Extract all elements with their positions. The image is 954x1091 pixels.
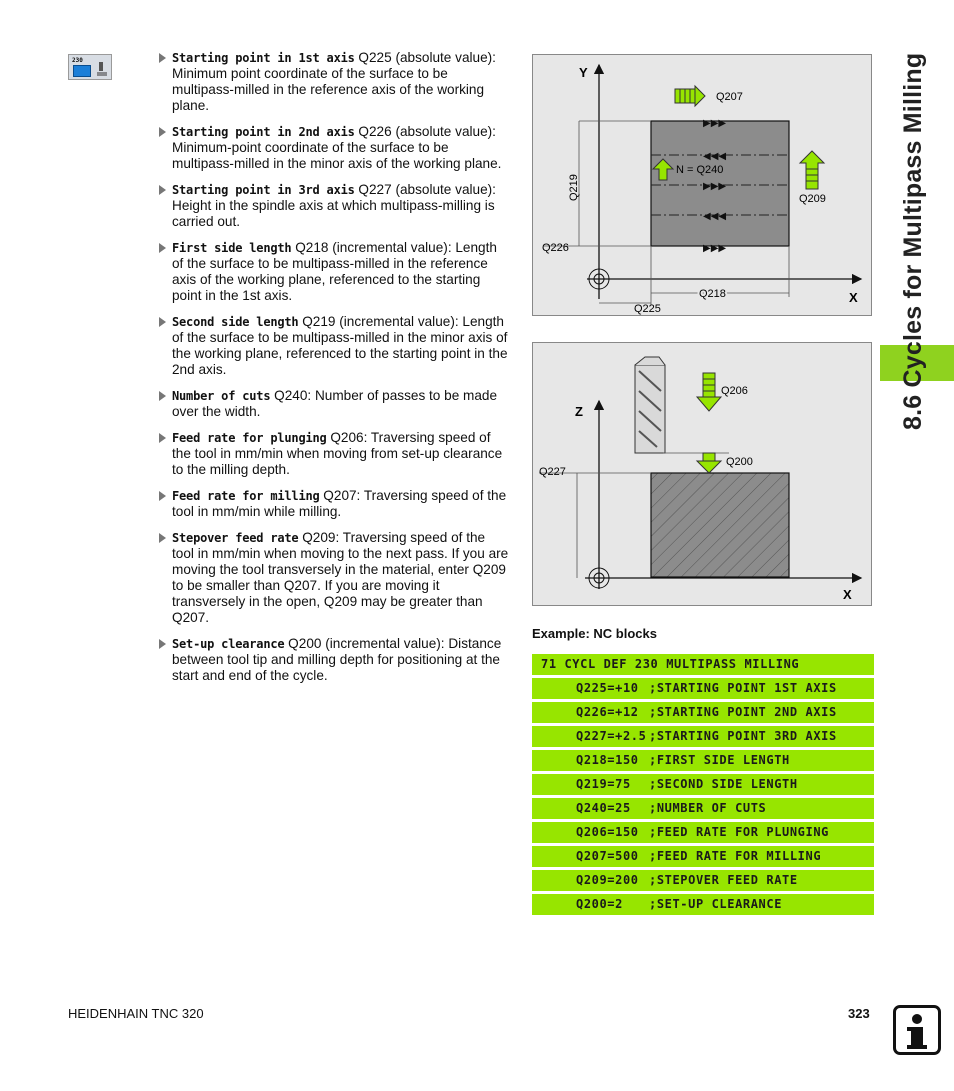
- softkey-number: 230: [72, 57, 83, 64]
- param-name: Stepover feed rate: [172, 531, 299, 545]
- nc-param-value: Q207=500: [576, 849, 639, 863]
- nc-param-value: Q218=150: [576, 753, 639, 767]
- q200-label: Q200: [726, 456, 753, 468]
- page-number: 323: [848, 1006, 870, 1021]
- nc-row: [532, 846, 874, 867]
- workpiece-section: [651, 473, 789, 577]
- feed-arrows-icon: ◀◀◀: [703, 211, 727, 222]
- nc-block-list: [532, 654, 874, 918]
- n-q240-label: N = Q240: [676, 164, 724, 176]
- param-name: Number of cuts: [172, 389, 271, 403]
- param-description: Q218 (incremental value): Length of the surface to be multipass-milled in the reference axis of the working plane, referenced to the starting point in the 1st axis.: [172, 240, 497, 303]
- bullet-arrow-icon: [159, 639, 166, 649]
- param-description: Q200 (incremental value): Distance between tool tip and milling depth for positioning at the start and end of the cycle.: [172, 636, 502, 683]
- param-description: Q240: Number of passes to be made over the width.: [172, 388, 498, 419]
- nc-row: [532, 798, 874, 819]
- param-item: [158, 388, 510, 420]
- feed-arrows-icon: ◀◀◀: [703, 151, 727, 162]
- nc-row: [532, 726, 874, 747]
- xy-plane-figure: [532, 54, 872, 316]
- param-item: [158, 182, 510, 230]
- param-name: Starting point in 3rd axis: [172, 183, 355, 197]
- bullet-arrow-icon: [159, 243, 166, 253]
- z-axis-label: Z: [575, 404, 583, 419]
- zx-plane-figure: [532, 342, 872, 606]
- param-item: [158, 430, 510, 478]
- param-item: [158, 314, 510, 378]
- param-name: Starting point in 2nd axis: [172, 125, 355, 139]
- surface-icon: [73, 65, 91, 77]
- y-axis-label: Y: [579, 65, 588, 80]
- info-icon: [893, 1005, 941, 1055]
- nc-comment: ;STEPOVER FEED RATE: [649, 873, 798, 887]
- nc-row: [532, 678, 874, 699]
- param-item: [158, 488, 510, 520]
- nc-param-value: Q200=2: [576, 897, 623, 911]
- param-item: [158, 50, 510, 114]
- nc-comment: ;STARTING POINT 3RD AXIS: [649, 729, 837, 743]
- q200-arrow-icon: [697, 453, 721, 473]
- param-description: Q209: Traversing speed of the tool in mm/min when moving to the next pass. If you are moving the tool transversely in the material, enter Q209 to be smaller than Q207. If you are moving it transversely in the open, Q209 may be greater than Q207.: [172, 530, 509, 625]
- x-axis-label: X: [849, 290, 858, 305]
- bullet-arrow-icon: [159, 53, 166, 63]
- nc-param-value: Q209=200: [576, 873, 639, 887]
- feed-arrows-icon: ▶▶▶: [703, 181, 727, 192]
- nc-comment: ;NUMBER OF CUTS: [649, 801, 767, 815]
- param-name: Second side length: [172, 315, 299, 329]
- param-item: [158, 124, 510, 172]
- q219-label: Q219: [568, 174, 580, 201]
- nc-param-value: Q227=+2.5: [576, 729, 647, 743]
- param-item: [158, 636, 510, 684]
- q207-arrow-icon: [675, 86, 705, 106]
- nc-row: [532, 870, 874, 891]
- bullet-arrow-icon: [159, 127, 166, 137]
- nc-row: [532, 894, 874, 915]
- nc-row: [532, 822, 874, 843]
- nc-row: [532, 750, 874, 771]
- param-description: Q225 (absolute value): Minimum point coordinate of the surface to be multipass-milled in the reference axis of the working plane.: [172, 50, 496, 113]
- nc-comment: ;STARTING POINT 1ST AXIS: [649, 681, 837, 695]
- cycle-230-softkey-icon: [68, 54, 112, 80]
- param-name: Set-up clearance: [172, 637, 285, 651]
- q206-arrow-icon: [685, 373, 721, 413]
- nc-param-value: Q219=75: [576, 777, 631, 791]
- footer-product: HEIDENHAIN TNC 320: [68, 1006, 204, 1021]
- nc-block-text: 71 CYCL DEF 230 MULTIPASS MILLING: [541, 657, 800, 671]
- q207-label: Q207: [716, 91, 743, 103]
- milling-tool-icon: [635, 357, 665, 453]
- feed-arrows-icon: ▶▶▶: [703, 243, 727, 254]
- multipass-tool-icon: [95, 62, 109, 77]
- param-name: Starting point in 1st axis: [172, 51, 355, 65]
- nc-comment: ;FIRST SIDE LENGTH: [649, 753, 790, 767]
- param-description: Q226 (absolute value): Minimum-point coordinate of the surface to be multipass-milled in the minor axis of the working plane.: [172, 124, 502, 171]
- nc-param-value: Q240=25: [576, 801, 631, 815]
- nc-comment: ;FEED RATE FOR MILLING: [649, 849, 822, 863]
- q218-label: Q218: [699, 288, 726, 300]
- bullet-arrow-icon: [159, 433, 166, 443]
- nc-param-value: Q206=150: [576, 825, 639, 839]
- q209-arrow-icon: [800, 151, 824, 189]
- bullet-arrow-icon: [159, 533, 166, 543]
- nc-comment: ;STARTING POINT 2ND AXIS: [649, 705, 837, 719]
- feed-arrows-icon: ▶▶▶: [703, 118, 727, 129]
- x-axis-label: X: [843, 587, 852, 602]
- bullet-arrow-icon: [159, 185, 166, 195]
- nc-comment: ;FEED RATE FOR PLUNGING: [649, 825, 829, 839]
- param-description: Q227 (absolute value): Height in the spindle axis at which multipass-milling is carried out.: [172, 182, 496, 229]
- param-item: [158, 530, 510, 626]
- q209-label: Q209: [799, 193, 826, 205]
- bullet-arrow-icon: [159, 391, 166, 401]
- param-item: [158, 240, 510, 304]
- param-description: Q206: Traversing speed of the tool in mm/min when moving from set-up clearance to the milling depth.: [172, 430, 503, 477]
- nc-comment: ;SET-UP CLEARANCE: [649, 897, 783, 911]
- param-name: Feed rate for plunging: [172, 431, 327, 445]
- q226-label: Q226: [542, 242, 569, 254]
- nc-param-value: Q226=+12: [576, 705, 639, 719]
- q206-label: Q206: [721, 385, 748, 397]
- param-name: First side length: [172, 241, 292, 255]
- q227-label: Q227: [539, 466, 566, 478]
- q225-label: Q225: [634, 303, 661, 315]
- parameter-list: [158, 50, 510, 694]
- nc-comment: ;SECOND SIDE LENGTH: [649, 777, 798, 791]
- bullet-arrow-icon: [159, 491, 166, 501]
- param-name: Feed rate for milling: [172, 489, 320, 503]
- bullet-arrow-icon: [159, 317, 166, 327]
- nc-param-value: Q225=+10: [576, 681, 639, 695]
- example-title: Example: NC blocks: [532, 626, 657, 641]
- param-description: Q219 (incremental value): Length of the surface to be multipass-milled in the minor axis of the working plane, referenced to the starting point in the 2nd axis.: [172, 314, 508, 377]
- param-description: Q207: Traversing speed of the tool in mm/min while milling.: [172, 488, 507, 519]
- nc-row: [532, 702, 874, 723]
- nc-row: [532, 774, 874, 795]
- section-title: 8.6 Cycles for Multipass Milling: [899, 52, 927, 430]
- nc-row: [532, 654, 874, 675]
